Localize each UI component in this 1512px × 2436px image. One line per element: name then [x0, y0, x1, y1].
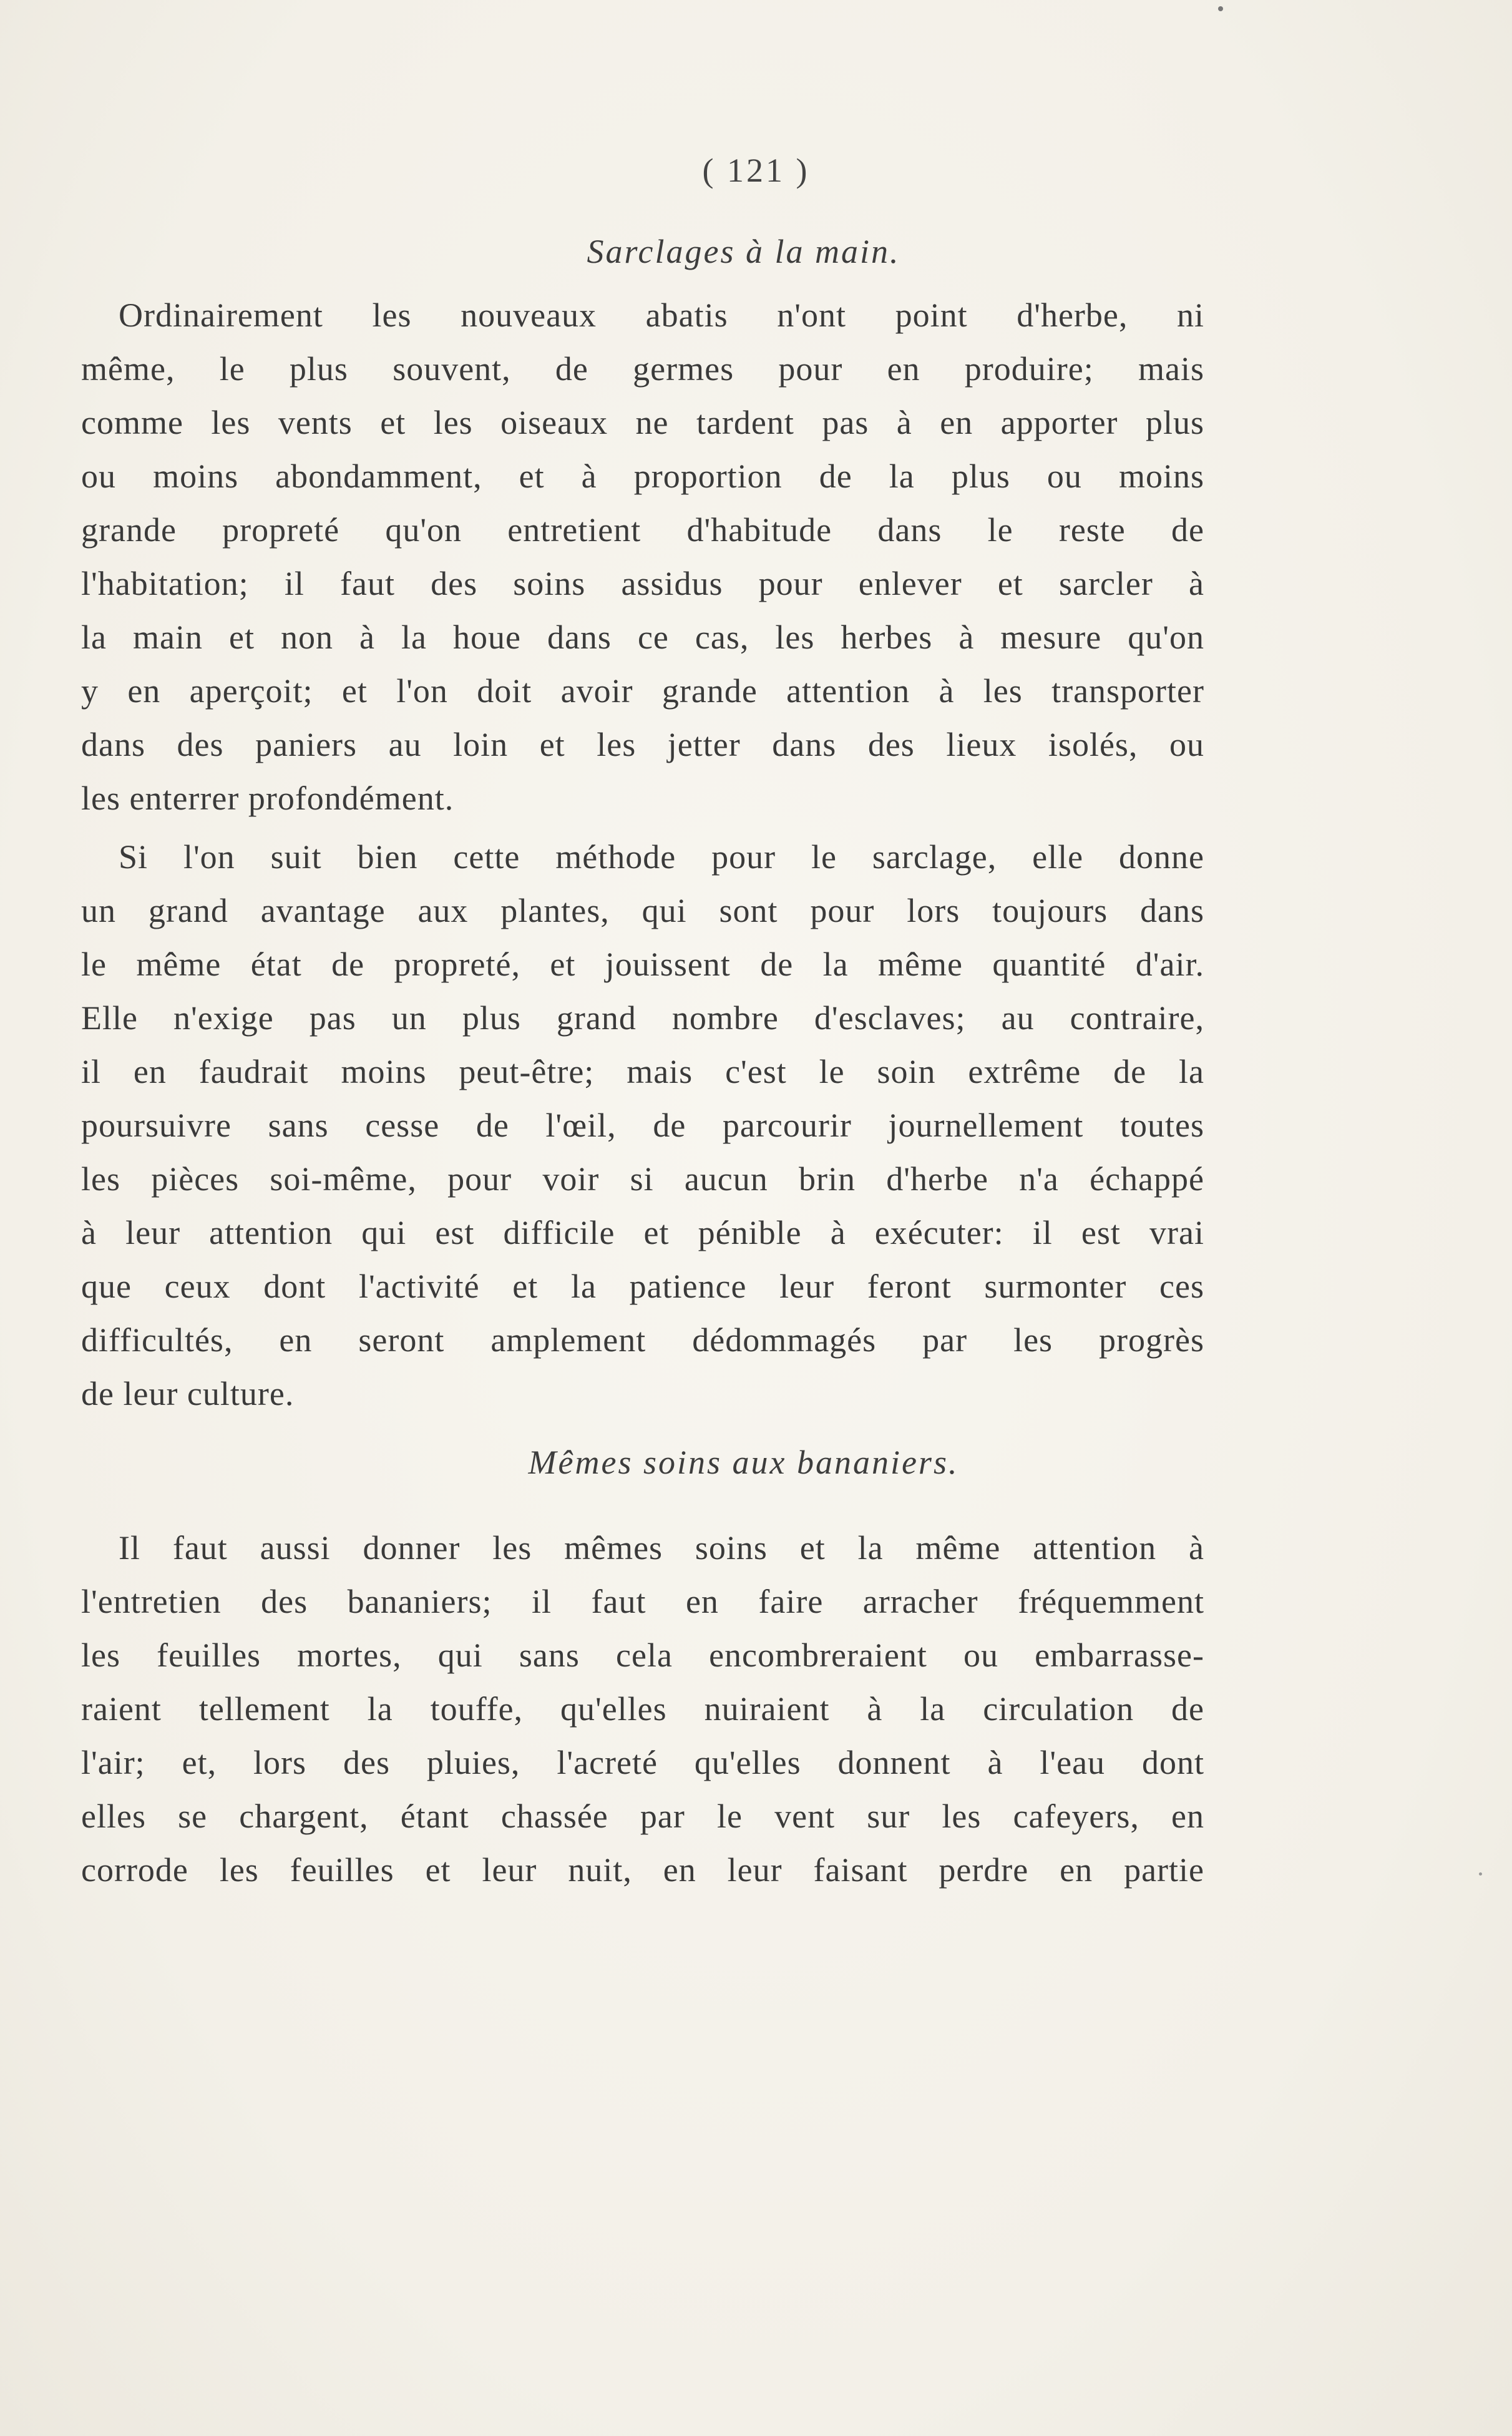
page-number: ( 121 ): [702, 152, 810, 189]
text-line: la main et non à la houe dans ce cas, les herbes à mesure qu'on: [81, 619, 1204, 656]
text-line: l'entretien des bananiers; il faut en faire arracher fréquemment: [81, 1583, 1204, 1620]
text-line: poursuivre sans cesse de l'œil, de parcourir journellement toutes: [81, 1107, 1204, 1144]
text-line: Si l'on suit bien cette méthode pour le sarclage, elle donne: [119, 838, 1204, 876]
ink-speck: [1479, 1872, 1482, 1876]
text-line: les feuilles mortes, qui sans cela encombreraient ou embarrasse-: [81, 1636, 1204, 1674]
text-line: corrode les feuilles et leur nuit, en leur faisant perdre en partie: [81, 1851, 1204, 1889]
text-line: dans des paniers au loin et les jetter dans des lieux isolés, ou: [81, 726, 1204, 763]
text-line: un grand avantage aux plantes, qui sont pour lors toujours dans: [81, 892, 1204, 929]
paragraph-1: [81, 288, 1204, 825]
text-line: le même état de propreté, et jouissent de la même quantité d'air.: [81, 946, 1204, 983]
paragraph-2: [81, 830, 1204, 1421]
section-heading-bananiers: Mêmes soins aux bananiers.: [528, 1444, 959, 1481]
text-line: l'habitation; il faut des soins assidus pour enlever et sarcler à: [81, 565, 1204, 602]
text-line: ou moins abondamment, et à proportion de la plus ou moins: [81, 457, 1204, 495]
text-line: les enterrer profondément.: [81, 780, 454, 817]
paragraph-3: [81, 1521, 1204, 1897]
text-line: grande propreté qu'on entretient d'habitude dans le reste de: [81, 511, 1204, 549]
text-line: de leur culture.: [81, 1375, 295, 1412]
text-line: l'air; et, lors des pluies, l'acreté qu'elles donnent à l'eau dont: [81, 1744, 1204, 1781]
text-line: comme les vents et les oiseaux ne tardent pas à en apporter plus: [81, 404, 1204, 441]
text-line: Il faut aussi donner les mêmes soins et la même attention à: [119, 1529, 1204, 1567]
section-heading-sarclages: Sarclages à la main.: [587, 233, 900, 270]
text-line: les pièces soi-même, pour voir si aucun brin d'herbe n'a échappé: [81, 1160, 1204, 1198]
text-line: même, le plus souvent, de germes pour en produire; mais: [81, 350, 1204, 388]
text-line: à leur attention qui est difficile et pénible à exécuter: il est vrai: [81, 1214, 1204, 1251]
text-line: Ordinairement les nouveaux abatis n'ont point d'herbe, ni: [119, 296, 1204, 334]
text-line: y en aperçoit; et l'on doit avoir grande attention à les transporter: [81, 672, 1204, 710]
text-line: que ceux dont l'activité et la patience leur feront surmonter ces: [81, 1268, 1204, 1305]
text-line: difficultés, en seront amplement dédommagés par les progrès: [81, 1321, 1204, 1359]
text-line: Elle n'exige pas un plus grand nombre d'esclaves; au contraire,: [81, 999, 1204, 1037]
text-line: il en faudrait moins peut-être; mais c'est le soin extrême de la: [81, 1053, 1204, 1090]
text-line: elles se chargent, étant chassée par le vent sur les cafeyers, en: [81, 1798, 1204, 1835]
ink-speck: [1218, 6, 1223, 11]
text-line: raient tellement la touffe, qu'elles nuiraient à la circulation de: [81, 1690, 1204, 1728]
